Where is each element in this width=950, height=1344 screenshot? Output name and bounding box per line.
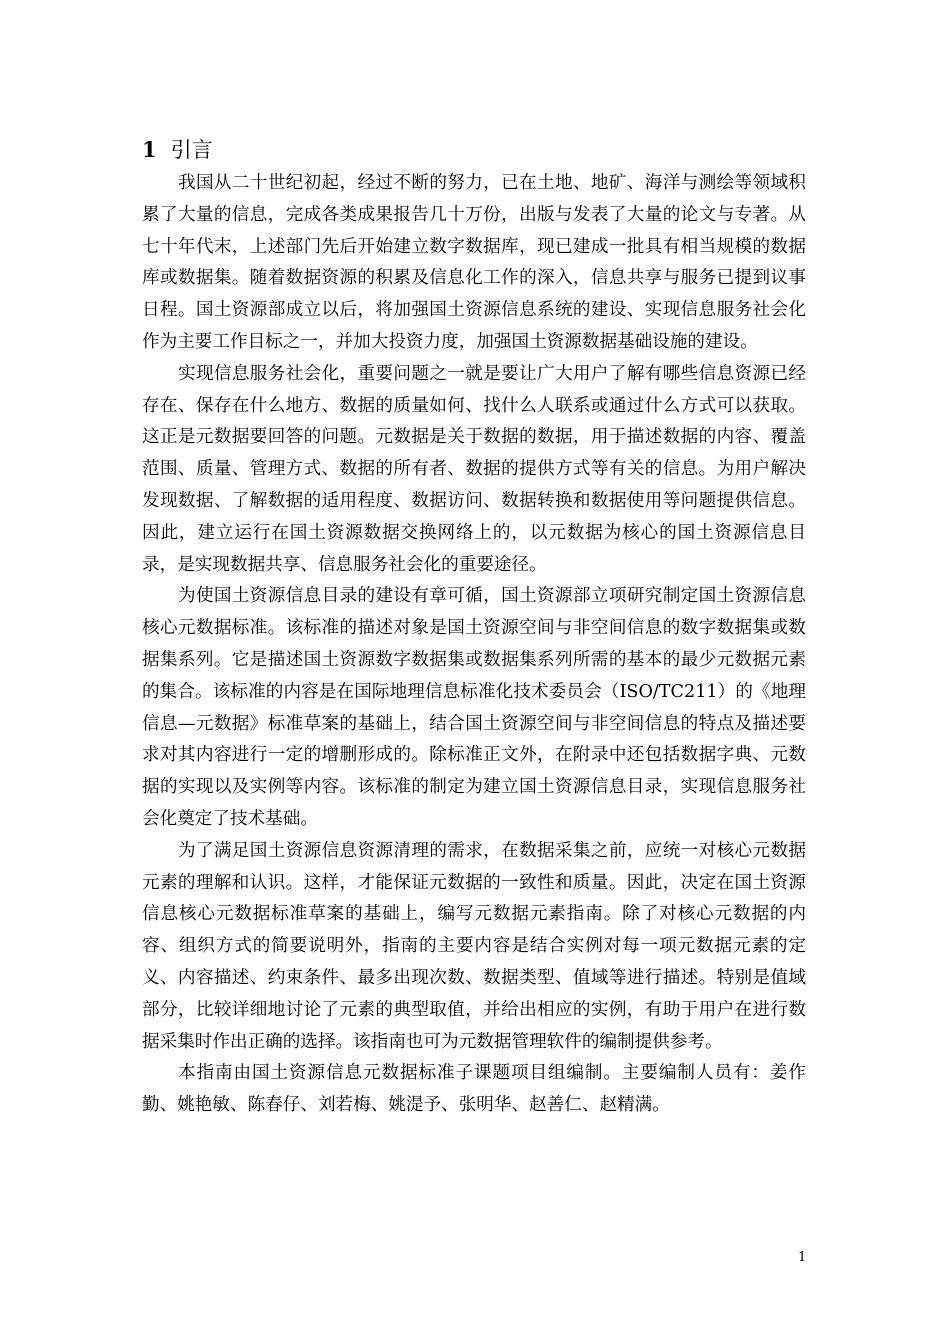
body-text (142, 168, 806, 1122)
section-heading (142, 134, 213, 166)
section-title: 引言 (170, 138, 213, 162)
page-number: 1 (798, 1250, 807, 1265)
section-number: 1 (142, 137, 157, 162)
paragraph-standard-description: 为使国土资源信息目录的建设有章可循，国土资源部立项研究制定国土资源信息核心元数据标准。该标准的描述对象是国土资源空间与非空间信息的数字数据集或数据集系列。它是描述国土资源数字数据集或数据集系列所需的基本的最少元数据元素的集合。该标准的内容是在国际地理信息标准化技术委员会（ISO/TC211）的《地理信息—元数据》标准草案的基础上，结合国土资源空间与非空间信息的特点及描述要求对其内容进行一定的增删形成的。除标准正文外，在附录中还包括数据字典、元数据的实现以及实例等内容。该标准的制定为建立国土资源信息目录，实现信息服务社会化奠定了技术基础。 (142, 586, 806, 829)
paragraph-introduction-background: 我国从二十世纪初起，经过不断的努力，已在土地、地矿、海洋与测绘等领域积累了大量的信息，完成各类成果报告几十万份，出版与发表了大量的论文与专著。从七十年代末，上述部门先后开始建立数字数据库，现已建成一批具有相当规模的数据库或数据集。随着数据资源的积累及信息化工作的深入，信息共享与服务已提到议事日程。国土资源部成立以后，将加强国土资源信息系统的建设、实现信息服务社会化作为主要工作目标之一，并加大投资力度，加强国土资源数据基础设施的建设。 (142, 173, 806, 352)
paragraph-guide-purpose: 为了满足国土资源信息资源清理的需求，在数据采集之前，应统一对核心元数据元素的理解和认识。这样，才能保证元数据的一致性和质量。因此，决定在国土资源信息核心元数据标准草案的基础上，编写元数据元素指南。除了对核心元数据的内容、组织方式的简要说明外，指南的主要内容是结合实例对每一项元数据元素的定义、内容描述、约束条件、最多出现次数、数据类型、值域等进行描述。特别是值域部分，比较详细地讨论了元素的典型取值，并给出相应的实例，有助于用户在进行数据采集时作出正确的选择。该指南也可为元数据管理软件的编制提供参考。 (142, 840, 806, 1052)
paragraph-authors: 本指南由国土资源信息元数据标准子课题项目组编制。主要编制人员有：姜作勤、姚艳敏、陈春仔、刘若梅、姚湜予、张明华、赵善仁、赵精满。 (142, 1063, 806, 1116)
paragraph-metadata-role: 实现信息服务社会化，重要问题之一就是要让广大用户了解有哪些信息资源已经存在、保存在什么地方、数据的质量如何、找什么人联系或通过什么方式可以获取。这正是元数据要回答的问题。元数据是关于数据的数据，用于描述数据的内容、覆盖范围、质量、管理方式、数据的所有者、数据的提供方式等有关的信息。为用户解决发现数据、了解数据的适用程度、数据访问、数据转换和数据使用等问题提供信息。因此，建立运行在国土资源数据交换网络上的，以元数据为核心的国土资源信息目录，是实现数据共享、信息服务社会化的重要途径。 (142, 363, 806, 575)
